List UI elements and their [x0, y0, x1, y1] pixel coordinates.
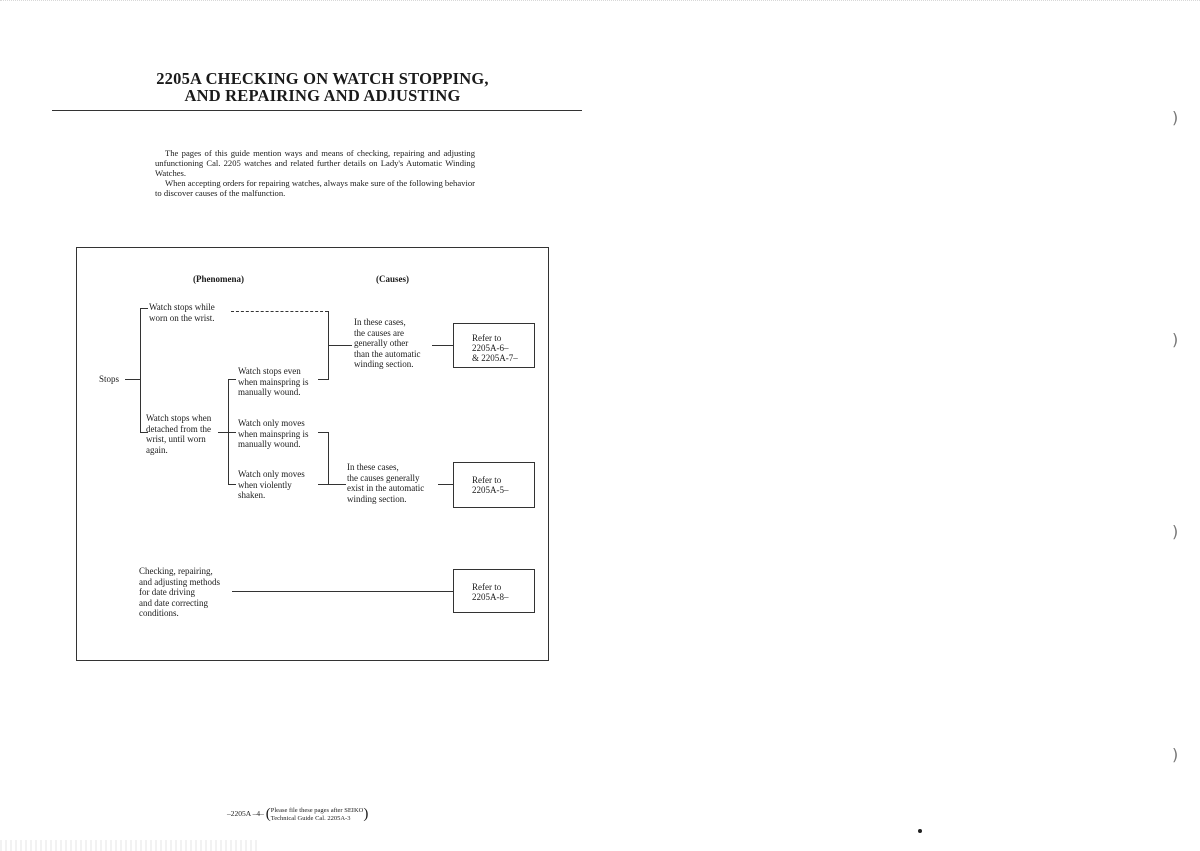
date-line-3: for date driving	[139, 587, 195, 597]
even-line-1: Watch stops even	[238, 366, 301, 376]
date-line-5: conditions.	[139, 608, 179, 618]
detached-line-4: again.	[146, 444, 168, 455]
cause-other-line-1: In these cases,	[354, 317, 406, 327]
shaken-tick	[228, 484, 236, 485]
cause-auto-line-3: exist in the automatic	[347, 483, 425, 493]
stops-label: Stops	[99, 374, 120, 384]
shaken-line-1: Watch only moves	[238, 469, 305, 479]
detached-connector	[218, 432, 228, 433]
phenomenon-even	[238, 366, 309, 398]
ref3-line-1: Refer to	[472, 582, 502, 592]
ref-box-2	[453, 462, 535, 508]
footer-paren-close: )	[363, 806, 369, 822]
footer-note-line-1: Please file these pages after SEIKO	[270, 807, 364, 814]
ref3-text	[472, 582, 509, 602]
phenomenon-detached	[146, 413, 211, 455]
date-line-2: and adjusting methods	[139, 576, 220, 587]
detached-line-2: detached from the	[146, 423, 211, 434]
even-line-3: manually wound.	[238, 387, 301, 397]
ref2-line-2: 2205A-5–	[472, 485, 509, 495]
ref2-text	[472, 475, 509, 495]
phenomena-header: (Phenomena)	[193, 274, 244, 284]
intro-paragraph-1: The pages of this guide mention ways and means of checking, repairing and adjusting unfunctioning Cal. 2205 watches and related further details on Lady's Automatic Winding Watches.	[155, 148, 475, 178]
stops-bracket	[140, 308, 141, 433]
title-line-1: 2205A CHECKING ON WATCH STOPPING,	[156, 69, 489, 88]
intro-paragraph-2: When accepting orders for repairing watches, always make sure of the following behavior to discover causes of the malfunction.	[155, 178, 475, 198]
ref-box-3	[453, 569, 535, 613]
ref1-line-1: Refer to	[472, 333, 502, 343]
worn-dashed-connector	[231, 311, 328, 312]
detached-line-3: wrist, until worn	[146, 434, 206, 444]
cause-auto	[347, 462, 424, 504]
phenomenon-worn	[149, 302, 215, 323]
ref1-line-3: & 2205A-7–	[472, 353, 518, 363]
only-moves-line-3: manually wound.	[238, 439, 301, 449]
footer-paren-open: (	[265, 806, 271, 822]
worn-line-2: worn on the wrist.	[149, 312, 215, 323]
footer	[227, 807, 368, 822]
causes-header: (Causes)	[376, 274, 409, 284]
cause-other-tick	[328, 345, 352, 346]
phenomenon-only-moves	[238, 418, 309, 450]
date-methods	[139, 566, 220, 619]
ref1-text	[472, 333, 518, 363]
stops-connector	[125, 379, 140, 380]
date-line-4: and date correcting	[139, 597, 208, 608]
shaken-line-3: shaken.	[238, 490, 266, 500]
only-moves-connector	[318, 432, 328, 433]
shaken-line-2: when violently	[238, 479, 292, 490]
only-moves-line-2: when mainspring is	[238, 428, 309, 439]
cause-auto-tick	[328, 484, 346, 485]
ref1-connector	[432, 345, 453, 346]
only-moves-tick	[228, 432, 236, 433]
binding-mark-1: )	[1172, 108, 1179, 127]
even-connector	[318, 379, 328, 380]
cause-other-line-5: winding section.	[354, 359, 414, 369]
cause-auto-line-2: the causes generally	[347, 472, 420, 483]
footer-note	[271, 807, 364, 822]
footer-note-line-2: Technical Guide Cal. 2205A-3	[270, 814, 351, 822]
ref-box-1	[453, 323, 535, 368]
binding-mark-4: )	[1172, 745, 1179, 764]
intro-text	[155, 148, 475, 198]
date-line-1: Checking, repairing,	[139, 566, 213, 576]
cause-other-line-2: the causes are	[354, 327, 404, 338]
even-tick	[228, 379, 236, 380]
ref3-line-2: 2205A-8–	[472, 592, 509, 602]
cause-other-line-3: generally other	[354, 338, 409, 348]
scan-edge-top	[0, 0, 1200, 7]
page-number: –2205A –4–	[227, 809, 264, 819]
even-line-2: when mainspring is	[238, 376, 309, 387]
ref2-connector	[438, 484, 453, 485]
worn-line-1: Watch stops while	[149, 302, 215, 312]
binding-mark-3: )	[1172, 522, 1179, 541]
binding-mark-2: )	[1172, 330, 1179, 349]
worn-tick	[140, 308, 148, 309]
cause-other	[354, 317, 420, 370]
ref3-connector	[232, 591, 453, 592]
only-moves-line-1: Watch only moves	[238, 418, 305, 428]
phenomenon-shaken	[238, 469, 305, 501]
detached-line-1: Watch stops when	[146, 413, 212, 423]
title-rule	[52, 110, 582, 111]
cause-auto-line-4: winding section.	[347, 493, 407, 504]
cause-auto-bracket	[328, 432, 329, 485]
ref1-line-2: 2205A-6–	[472, 343, 509, 353]
cause-other-line-4: than the automatic	[354, 348, 421, 359]
shaken-connector	[318, 484, 328, 485]
page-title	[60, 70, 585, 104]
scan-edge-bottom	[0, 840, 260, 851]
ref2-line-1: Refer to	[472, 475, 502, 485]
cause-auto-line-1: In these cases,	[347, 462, 399, 472]
title-line-2: AND REPAIRING AND ADJUSTING	[184, 86, 461, 105]
scan-dot	[918, 829, 922, 833]
